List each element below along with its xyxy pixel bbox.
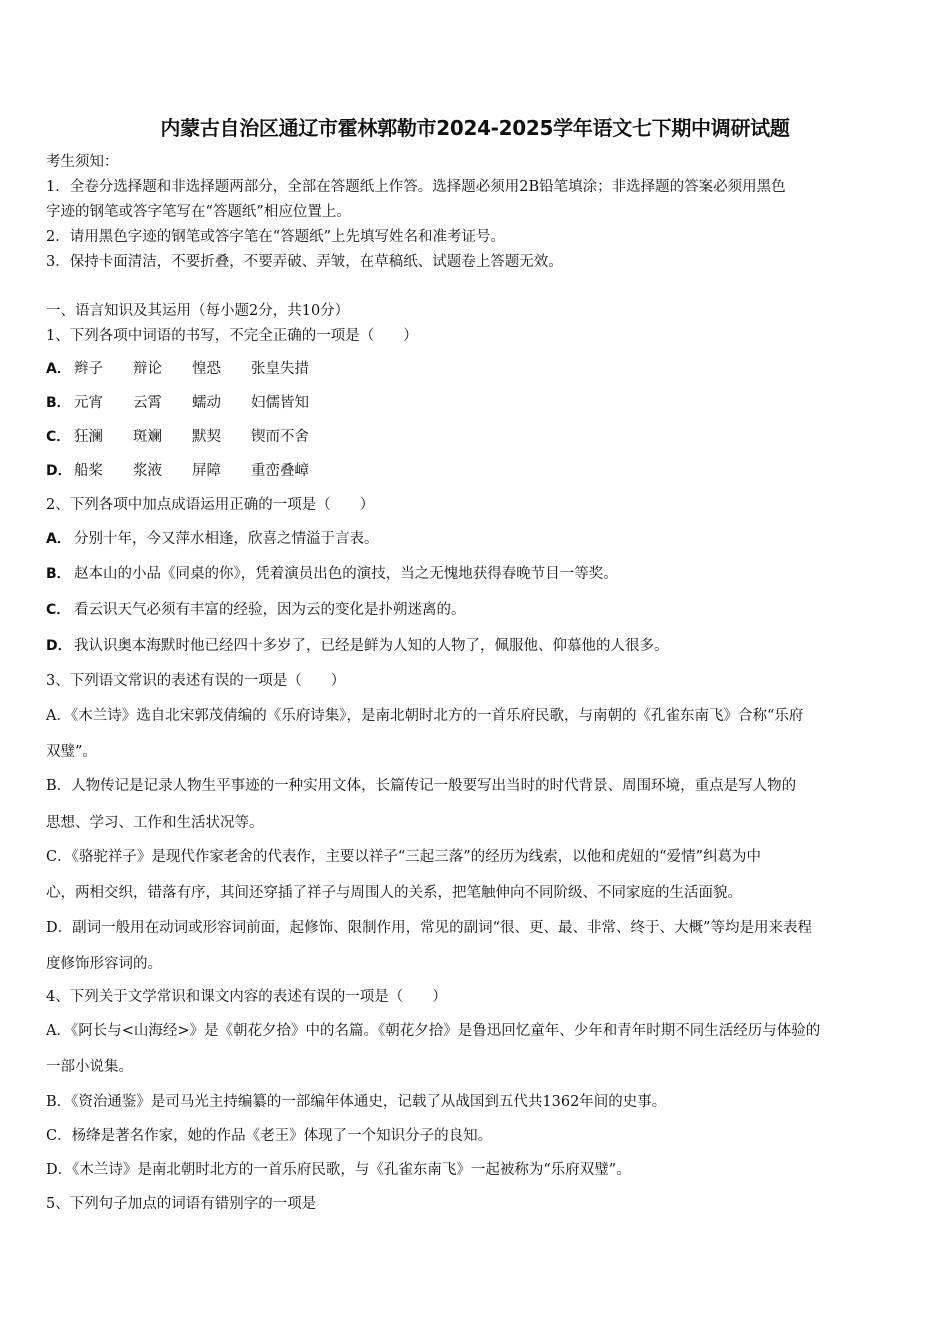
option-word: 蠕动 xyxy=(192,395,221,411)
option-word: 张皇失措 xyxy=(251,361,309,377)
q3-line: B．人物传记是记录人物生平事迹的一种实用文体，长篇传记一般要写出当时的时代背景、周围环境，重点是写人物的 xyxy=(46,778,797,794)
option-letter: C． xyxy=(46,602,71,618)
option-word: 辩论 xyxy=(133,361,162,377)
q4-line: C．杨绛是著名作家，她的作品《老王》体现了一个知识分子的良知。 xyxy=(46,1128,493,1144)
q4-line: 一部小说集。 xyxy=(46,1059,133,1075)
option-word: 惶恐 xyxy=(192,361,221,377)
q2-option-a xyxy=(46,529,908,549)
notice-item: 字迹的钢笔或答字笔写在“答题纸”相应位置上。 xyxy=(46,204,351,220)
option-letter: C． xyxy=(46,429,71,445)
q2-option-c xyxy=(46,600,908,620)
option-word: 斑斓 xyxy=(133,429,162,445)
q2-option-b xyxy=(46,564,908,584)
notice-item: 2．请用黑色字迹的钢笔或答字笔在“答题纸”上先填写姓名和准考证号。 xyxy=(46,229,506,245)
q1-option-d xyxy=(46,461,908,481)
option-letter: B． xyxy=(46,566,71,582)
option-text: 看云识天气必须有丰富的经验，因为云的变化是扑朔迷离的。 xyxy=(74,602,466,618)
q3-line: 心，两相交织，错落有序，其间还穿插了祥子与周围人的关系，把笔触伸向不同阶级、不同家庭的生活面貌。 xyxy=(46,885,742,901)
question-stem: 5、下列句子加点的词语有错别字的一项是 xyxy=(46,1196,317,1212)
question-stem: 1、下列各项中词语的书写，不完全正确的一项是（ ） xyxy=(46,328,418,344)
option-text: 赵本山的小品《同桌的你》，凭着演员出色的演技，当之无愧地获得春晚节目一等奖。 xyxy=(74,566,618,582)
option-word: 辫子 xyxy=(74,361,103,377)
q4-line: D．《木兰诗》是南北朝时北方的一首乐府民歌，与《孔雀东南飞》一起被称为“乐府双璧”。 xyxy=(46,1162,631,1178)
option-word: 浆液 xyxy=(133,463,162,479)
section-heading: 一、语言知识及其运用（每小题2分，共10分） xyxy=(46,303,350,319)
option-letter: B． xyxy=(46,395,71,411)
option-word: 狂澜 xyxy=(74,429,103,445)
option-word: 屏障 xyxy=(192,463,221,479)
q4-line: A．《阿长与<山海经>》是《朝花夕拾》中的名篇。《朝花夕拾》是鲁迅回忆童年、少年和青年时期不同生活经历与体验的 xyxy=(46,1023,821,1039)
option-word: 船桨 xyxy=(74,463,103,479)
q3-line: D．副词一般用在动词或形容词前面，起修饰、限制作用，常见的副词“很、更、最、非常、终于、大概”等均是用来表程 xyxy=(46,920,812,936)
option-word: 妇儒皆知 xyxy=(251,395,309,411)
option-word: 重峦叠嶂 xyxy=(251,463,309,479)
option-letter: D． xyxy=(46,638,72,654)
q1-option-a xyxy=(46,359,908,379)
option-word: 元宵 xyxy=(74,395,103,411)
q3-line: 思想、学习、工作和生活状况等。 xyxy=(46,815,264,831)
q3-line: C．《骆驼祥子》是现代作家老舍的代表作，主要以祥子“三起三落”的经历为线索，以他和虎妞的“爱情”纠葛为中 xyxy=(46,849,761,865)
q3-line: A．《木兰诗》选自北宋郭茂倩编的《乐府诗集》，是南北朝时北方的一首乐府民歌，与南朝的《孔雀东南飞》合称“乐府 xyxy=(46,708,804,724)
option-text: 我认识奥本海默时他已经四十多岁了，已经是鲜为人知的人物了，佩服他、仰慕他的人很多。 xyxy=(74,638,669,654)
question-stem: 4、下列关于文学常识和课文内容的表述有误的一项是（ ） xyxy=(46,989,447,1005)
q3-line: 双璧”。 xyxy=(46,744,97,760)
q3-line: 度修饰形容词的。 xyxy=(46,956,162,972)
q1-option-b xyxy=(46,393,908,413)
page-title: 内蒙古自治区通辽市霍林郭勒市2024-2025学年语文七下期中调研试题 xyxy=(160,116,790,140)
option-text: 分别十年，今又萍水相逢，欣喜之情溢于言表。 xyxy=(74,531,379,547)
option-letter: A． xyxy=(46,531,71,547)
notice-item: 3．保持卡面清洁，不要折叠，不要弄破、弄皱，在草稿纸、试题卷上答题无效。 xyxy=(46,254,563,270)
option-letter: A． xyxy=(46,361,71,377)
option-word: 云霄 xyxy=(133,395,162,411)
q4-line: B．《资治通鉴》是司马光主持编纂的一部编年体通史，记载了从战国到五代共1362年间的史事。 xyxy=(46,1094,667,1110)
q2-option-d xyxy=(46,636,908,656)
option-word: 锲而不舍 xyxy=(251,429,309,445)
notice-heading: 考生须知： xyxy=(46,154,119,170)
option-word: 默契 xyxy=(192,429,221,445)
option-letter: D． xyxy=(46,463,72,479)
question-stem: 2、下列各项中加点成语运用正确的一项是（ ） xyxy=(46,497,375,513)
notice-item: 1．全卷分选择题和非选择题两部分，全部在答题纸上作答。选择题必须用2B铅笔填涂；非选择题的答案必须用黑色 xyxy=(46,179,786,195)
q1-option-c xyxy=(46,427,908,447)
question-stem: 3、下列语文常识的表述有误的一项是（ ） xyxy=(46,673,346,689)
